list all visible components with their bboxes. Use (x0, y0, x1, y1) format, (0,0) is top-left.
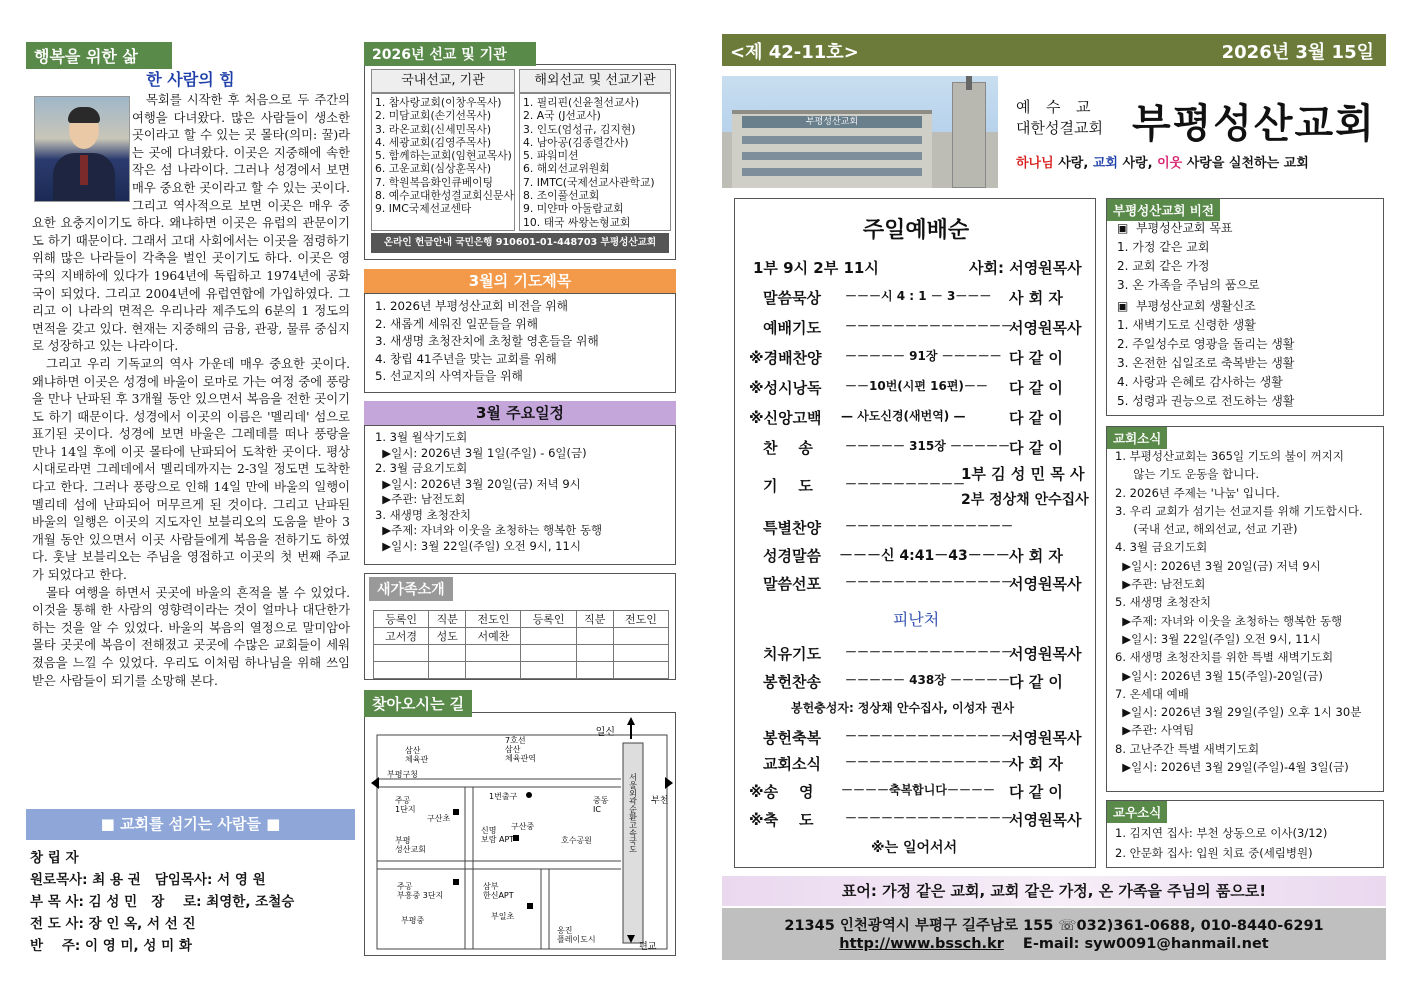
list-item: 7. IMTC(국제선교사관학교) (523, 175, 655, 189)
church-photo-sign: 부평성산교회 (742, 116, 922, 128)
list-item: 2. 새롭게 세워진 일꾼들을 위해 (375, 316, 539, 331)
staff-row: 반 주: 이 영 미, 성 미 화 (30, 938, 192, 954)
member-news-panel (1106, 800, 1384, 868)
church-photo (722, 76, 998, 188)
order-item-detail: －－－－－－－－－－－－－－ (845, 811, 1014, 825)
standing-note: ※는 일어서서 (871, 840, 958, 856)
table-cell: 고서경 (374, 628, 429, 645)
list-item: 3. 라온교회(신세민목사) (375, 122, 492, 136)
table-header: 전도인 (466, 611, 521, 628)
staff-list (30, 847, 360, 957)
map-label-hansin: 삼부 한신APT (483, 882, 514, 900)
staff-row: 창 립 자 (30, 850, 79, 866)
worship-order-title: 주일예배순 (862, 218, 970, 243)
order-item-detail: －－－시 4 : 1 － 3－－－ (845, 289, 992, 303)
worship-order-panel (734, 198, 1096, 868)
order-item-person: 다 같 이 (1009, 379, 1063, 397)
list-item: 3. 온전한 십일조로 축복받는 생활 (1117, 356, 1295, 370)
order-item-name: 말씀묵상 (763, 289, 821, 307)
domestic-mission-head: 국내선교, 기관 (371, 69, 515, 93)
list-item: 4. 남아공(김종렬간사) (523, 135, 629, 149)
order-item-person: 서영원목사 (1009, 575, 1082, 593)
order-item-person: 다 같 이 (1009, 673, 1063, 691)
map-label-ilsin: 일신 (595, 727, 615, 738)
order-item-person: 서영원목사 (1009, 811, 1082, 829)
list-item: 5. 선교지의 사역자들을 위해 (375, 369, 523, 384)
order-item-detail: －－－－－－－－－－－－－－ (845, 575, 1014, 589)
staff-row: 부 목 사: 김 성 민 장 로: 최영한, 조철승 (30, 894, 295, 910)
issue-number: <제 42-11호> (730, 42, 859, 63)
article-panel (26, 42, 355, 802)
table-header: 전도인 (613, 611, 668, 628)
schedule-title: 3월 주요일정 (364, 401, 676, 425)
domestic-mission-list (375, 96, 514, 216)
order-item-detail: －－－－－－－－－－－－－－ (845, 519, 1014, 533)
list-item: 4. 세광교회(김영주목사) (375, 135, 492, 149)
order-item-detail: －－－－축복합니다－－－－ (841, 783, 995, 797)
list-item: 9. IMC국제선교센타 (375, 202, 472, 216)
list-item: 5. 파워미션 (523, 149, 579, 163)
church-name: 부평성산교회 (1132, 100, 1376, 147)
list-item: 2. 2026년 주제는 '나눔' 입니다. (1115, 485, 1280, 500)
list-item: 8. 예수교대한성결교회신문사 (375, 189, 514, 203)
map-label-church: 부평 성산교회 (395, 836, 426, 854)
list-item: (국내 선교, 해외선교, 선교 기관) (1115, 522, 1298, 537)
new-family-title: 새가족소개 (369, 577, 453, 601)
list-item: 4. 사랑과 은혜로 감사하는 생활 (1117, 375, 1283, 389)
list-item: 8. 고난주간 특별 새벽기도회 (1115, 741, 1260, 756)
map-label-exit1: 1번출구 (489, 792, 518, 801)
slogan-banner: 표어: 가정 같은 교회, 교회 같은 가정, 온 가족을 주님의 품으로! (722, 876, 1386, 906)
order-item-person: 서영원목사 (1009, 645, 1082, 663)
order-item-detail: －－－－－ 315장 －－－－－ (845, 439, 1010, 453)
order-item-name: ※신앙고백 (749, 409, 822, 427)
list-item: 6. 새생명 초청잔치를 위한 특별 새벽기도회 (1115, 650, 1334, 665)
list-item: 1. 새벽기도로 신령한 생활 (1117, 318, 1256, 332)
order-item-name: ※성시낭독 (749, 379, 822, 397)
list-item: 6. 해외선교위원회 (523, 162, 610, 176)
map-label-ongsin: 옹진 플레이도시 (557, 926, 596, 944)
map-label-bucheon: 부천 (651, 796, 669, 806)
list-item: 1. 2026년 부평성산교회 비전을 위해 (375, 299, 569, 313)
list-item: 3. 새생명 초청잔치 (375, 507, 472, 522)
list-item: 5. 새생명 초청잔치 (1115, 595, 1212, 610)
table-header: 직분 (429, 611, 466, 628)
bulletin-date: 2026년 3월 15일 (1221, 42, 1374, 63)
website-link[interactable]: http://www.bssch.kr (839, 936, 1004, 952)
church-news-title: 교회소식 (1107, 427, 1167, 449)
map-label-jungdong-ic: 중동 IC (593, 796, 609, 814)
order-item-detail: －－－－－－－－－－－－－－ (845, 645, 1014, 659)
offering-singers: 봉헌충성자: 정상채 안수집사, 이성자 권사 (791, 701, 1015, 715)
list-item: 7. 온세대 예배 (1115, 686, 1189, 701)
list-item: 9. 미얀마 아둘람교회 (523, 202, 624, 216)
staff-row: 원로목사: 최 용 권 담임목사: 서 영 원 (30, 872, 266, 888)
table-cell: 성도 (429, 628, 466, 645)
table-cell (576, 628, 613, 645)
list-item: 않는 기도 운동을 합니다. (1115, 467, 1259, 482)
member-news-title: 교우소식 (1107, 801, 1167, 823)
order-item-person: 다 같 이 (1009, 409, 1063, 427)
order-item-name: 예배기도 (763, 319, 821, 337)
table-cell: 서예찬 (466, 628, 521, 645)
schedule-list (364, 425, 676, 565)
map-label-highway: 서울외곽순환고속국도 (628, 773, 638, 853)
motto-part: 사랑, (1122, 156, 1158, 171)
list-item: 7. 학원복음화인큐베이팅 (375, 175, 494, 189)
order-item-person: 1부 김 성 민 목 사 (961, 465, 1085, 483)
footer (722, 908, 1386, 960)
service-host: 사회: 서영원목사 (969, 259, 1082, 277)
list-item: 5. 함께하는교회(임현교목사) (375, 149, 512, 163)
motto-part: 교회 (1092, 156, 1118, 171)
order-item-name: 말씀선포 (763, 575, 821, 593)
order-item-person: 다 같 이 (1009, 783, 1063, 801)
order-item-detail: －－－－－ 91장 －－－－－ (845, 349, 1002, 363)
motto-part: 사랑, (1058, 156, 1093, 171)
list-item: 1. 참사랑교회(이창우목사) (375, 96, 502, 109)
table-cell (613, 628, 668, 645)
table-header: 직분 (576, 611, 613, 628)
motto-part: 하나님 (1016, 156, 1054, 171)
list-item: 2. 주일성수로 영광을 돌리는 생활 (1117, 337, 1295, 351)
overseas-mission-list (523, 96, 655, 229)
mission-panel (364, 64, 676, 260)
list-item: 6. 고운교회(심상훈목사) (375, 162, 492, 176)
refuge-title: 피난처 (892, 610, 940, 629)
order-item-detail: －－－신 4:41－43－－－ (839, 548, 1010, 564)
list-item: 2. 안문화 집사: 입원 치료 중(세림병원) (1115, 846, 1313, 860)
article-body (32, 92, 350, 690)
denomination-line: 대한성결교회 (1016, 119, 1103, 137)
table-row (374, 628, 669, 645)
map-label-sinsan-station: 7호선 삼산 체육관역 (505, 736, 536, 763)
list-item: ▶주관: 사역팀 (1115, 723, 1195, 738)
map-label-buhwang: 부평중 (401, 916, 425, 925)
directions-map (364, 712, 676, 956)
map-label-sinsan-stadium: 삼산 체육관 (405, 746, 429, 764)
list-item: 3. 새생명 초청잔치에 초청할 영혼들을 위해 (375, 334, 599, 349)
order-item-name: 교회소식 (763, 755, 821, 773)
list-item: 5. 성령과 권능으로 전도하는 생활 (1117, 394, 1295, 408)
list-item: ▶일시: 2026년 3월 20일(금) 저녁 9시 (375, 476, 581, 491)
list-item: 4. 3월 금요기도회 (1115, 540, 1208, 555)
order-item-name: 성경말씀 (763, 547, 821, 565)
header-bar (722, 34, 1386, 66)
order-item-person: 사 회 자 (1009, 755, 1063, 773)
staff-row: 전 도 사: 장 인 옥, 서 선 진 (30, 916, 196, 932)
list-item: 1. 가정 같은 교회 (1117, 240, 1210, 254)
map-label-gusin: 구산초 (427, 814, 451, 823)
church-motto (1016, 152, 1309, 171)
article-heading: 한 사람의 힘 (146, 70, 235, 89)
map-label-gusan-jung: 구산중 (511, 822, 535, 831)
order-item-name: 봉헌축복 (763, 729, 821, 747)
list-item: ▶일시: 2026년 3월 20일(금) 저녁 9시 (1115, 558, 1321, 573)
vision-panel (1106, 198, 1384, 416)
table-header: 등록인 (374, 611, 429, 628)
list-item: 3. 우리 교회가 섬기는 선교지를 위해 기도합시다. (1115, 503, 1363, 518)
order-item-detail: －－－－－－－－－－ (845, 477, 966, 491)
order-item-name: ※축 도 (749, 811, 814, 829)
list-item: ▶주관: 남전도회 (1115, 577, 1206, 592)
table-row (374, 662, 669, 679)
table-header: 등록인 (521, 611, 576, 628)
denomination (1016, 96, 1103, 138)
list-item: 2. 교회 같은 가정 (1117, 259, 1210, 273)
vision-goal-head: ▣ 부평성산교회 목표 (1117, 221, 1233, 235)
motto-part: 이웃 (1157, 156, 1183, 171)
list-item: 1. 김지연 집사: 부천 상동으로 이사(3/12) (1115, 826, 1328, 840)
list-item: 2. 3월 금요기도회 (375, 461, 468, 475)
list-item: ▶주관: 남전도회 (375, 492, 466, 506)
map-label-sinmyeong: 신명 보람 APT (481, 826, 515, 844)
order-item-person: 서영원목사 (1009, 729, 1082, 747)
map-label-pyeongyo: 편교 (639, 942, 657, 952)
list-item: ▶일시: 2026년 3월 29일(주일)-4월 3일(금) (1115, 760, 1349, 775)
list-item: ▶일시: 2026년 3월 1일(주일) - 6일(금) (375, 445, 587, 460)
article-section-title: 행복을 위한 삶 (26, 42, 172, 69)
map-label-bueilcho: 부일초 (491, 912, 515, 921)
list-item: 1. 부평성산교회는 365일 기도의 불이 꺼지지 (1115, 449, 1344, 463)
order-item-person: 사 회 자 (1009, 289, 1063, 307)
order-item-person: 서영원목사 (1009, 319, 1082, 337)
order-item-name: 기 도 (763, 477, 813, 495)
map-label-jugong3: 주공 부흥중 3단지 (397, 882, 444, 900)
order-item-detail: －－－－－－－－－－－－－－ (845, 319, 1014, 333)
order-item-person: 사 회 자 (1009, 547, 1063, 565)
order-item-person: 2부 정상채 안수집사 (961, 492, 1089, 508)
map-label-bupyeong-gu: 부평구청 (387, 770, 418, 779)
article-paragraph: 목회를 시작한 후 처음으로 두 주간의 여행을 다녀왔다. 많은 사람들이 생소한 곳이라고 할 수 있는 곳 몰타(의미: 꿀)라는 곳에 다녀왔다. 이곳은 지중해에 속한 작은 섬 나라이다. 그러나 성경에서 보면 매우 중요한 곳이라고 할 수 있는 곳이다. 그리고 역사적으로 보면 이곳은 매우 중요한 요충지이기도 하다. 왜냐하면 이곳은 유럽의 관문이기도 하기 때문이다. 그래서 고대 사회에서는 이곳을 점령하기 위해 많은 나라들이 각축을 벌인 곳이기도 하다. 이곳은 영국의 지배하에 있다가 1964년에 독립하고 1974년에 공화국이 되었다. 그리고 2004년에 유럽연합에 가입하였다. 그리고 이 나라의 면적은 우리나라 제주도의 6분의 1 정도의 면적을 갖고 있다. 현재는 지중해의 금융, 관광, 물류 중심지로 성장하고 있는 나라이다. (32, 93, 350, 354)
map-label-daehang: 주공 1단지 (395, 796, 416, 814)
order-item-detail: －－－－－ 438장 －－－－－ (845, 673, 1010, 687)
church-news-panel (1106, 426, 1384, 792)
prayer-list (364, 293, 676, 393)
new-family-table (373, 610, 669, 679)
order-item-name: 특별찬양 (763, 519, 821, 537)
list-item: ▶일시: 3월 22일(주일) 오전 9시, 11시 (375, 538, 581, 553)
vision-title: 부평성산교회 비전 (1107, 199, 1220, 221)
prayer-title: 3월의 기도제목 (364, 269, 676, 293)
list-item: 3. 인도(엄성규, 김지현) (523, 122, 636, 136)
map-label-hosu-park: 호수공원 (561, 836, 592, 845)
list-item: 1. 필리핀(신윤철선교사) (523, 96, 640, 109)
list-item: 2. A국 (J선교사) (523, 109, 601, 123)
list-item: 4. 창립 41주년을 맞는 교회를 위해 (375, 351, 557, 366)
service-times: 1부 9시 2부 11시 (753, 259, 879, 277)
order-item-name: 봉헌찬송 (763, 673, 821, 691)
offering-account: 온라인 헌금안내 국민은행 910601-01-448703 부평성산교회 (371, 233, 669, 253)
list-item: ▶주제: 자녀와 이웃을 초청하는 행복한 동행 (1115, 613, 1343, 628)
order-item-detail: －－－－－－－－－－－－－－ (845, 755, 1014, 769)
order-item-name: ※송 영 (749, 783, 814, 801)
directions-title: 찾아오시는 길 (364, 690, 472, 717)
list-item: 2. 미담교회(손기선목사) (375, 109, 492, 123)
denomination-line: 예 수 교 (1016, 98, 1093, 116)
list-item: 8. 조이풀선교회 (523, 189, 600, 203)
article-paragraph: 몰타 여행을 하면서 곳곳에 바울의 흔적을 볼 수 있었다. 이것을 통해 한 사람의 영향력이라는 것이 얼마나 대단한가 하는 것을 알 수 있었다. 바울의 복음의 열정으로 말미암아 몰타 곳곳에 복음이 전해졌고 곳곳에 수많은 교회들이 세워졌음을 느낄 수 있었다. 우리도 이처럼 하나님을 위해 쓰임 받은 사람들이 되기를 소망해 본다. (32, 585, 350, 688)
order-item-person: 다 같 이 (1009, 439, 1063, 457)
order-item-person: 다 같 이 (1009, 349, 1063, 367)
staff-title: ■ 교회를 섬기는 사람들 ■ (26, 809, 355, 840)
order-item-detail: －－10번(시편 16편)－－ (845, 379, 988, 393)
order-item-name: 치유기도 (763, 645, 821, 663)
list-item: ▶일시: 3월 22일(주일) 오전 9시, 11시 (1115, 631, 1321, 646)
list-item: ▶주제: 자녀와 이웃을 초청하는 행복한 동행 (375, 523, 603, 537)
overseas-mission-head: 해외선교 및 선교기관 (519, 69, 671, 93)
list-item: 1. 3월 월삭기도회 (375, 430, 468, 444)
list-item: ▶일시: 2026년 3월 29일(주일) 오후 1시 30분 (1115, 705, 1362, 720)
mission-title: 2026년 선교 및 기관 (364, 42, 536, 66)
order-item-name: 찬 송 (763, 439, 813, 457)
table-row (374, 645, 669, 662)
article-paragraph: 그리고 우리 기독교의 역사 가운데 매우 중요한 곳이다. 왜냐하면 이곳은 성경에 바울이 로마로 가는 여정 중에 풍랑을 만나 난파된 후 3개월 동안 있으면서 복음을 전한 곳이기도 하기 때문이다. 성경에서 이곳의 이름은 '멜리데' 섬으로 표기된 곳이다. 성경에 보면 바울은 그레데를 떠나 풍랑을 만나 14일 후에 이곳 몰타에 난파되어 도착한 곳이다. 평상시대로라면 그레데에서 멜리데까지는 2-3일 정도면 도착한다고 한다. 그러나 풍랑으로 인해 14일 만에 바울의 일행이 멜리데 섬에 난파되어 머무르게 된 것이다. 그리고 난파된 바울의 일행은 이곳의 지도자인 보블리오의 도움을 받아 3개월 동안 있으면서 이곳 사람들에게 복음을 전하기도 하였다. 훗날 보블리오는 주님을 영접하고 이곳의 첫 번째 주교가 되었다고 한다. (32, 356, 350, 583)
list-item: 3. 온 가족을 주님의 품으로 (1117, 278, 1260, 292)
order-item-detail: — 사도신경(새번역) — (841, 409, 966, 423)
email-address[interactable]: E-mail: syw0091@hanmail.net (1022, 936, 1269, 952)
list-item: 10. 태국 싸왕논형교회 (523, 215, 631, 229)
table-cell (521, 628, 576, 645)
church-address: 21345 인천광역시 부평구 길주남로 155 ☏032)361-0688, 010-8440-6291 (784, 918, 1324, 934)
list-item: ▶일시: 2026년 3월 15(주일)-20일(금) (1115, 668, 1323, 683)
order-item-name: ※경배찬양 (749, 349, 822, 367)
order-item-detail: －－－－－－－－－－－－－－ (845, 729, 1014, 743)
motto-part: 사랑을 실천하는 교회 (1186, 156, 1309, 171)
vision-creed-head: ▣ 부평성산교회 생활신조 (1117, 299, 1256, 313)
